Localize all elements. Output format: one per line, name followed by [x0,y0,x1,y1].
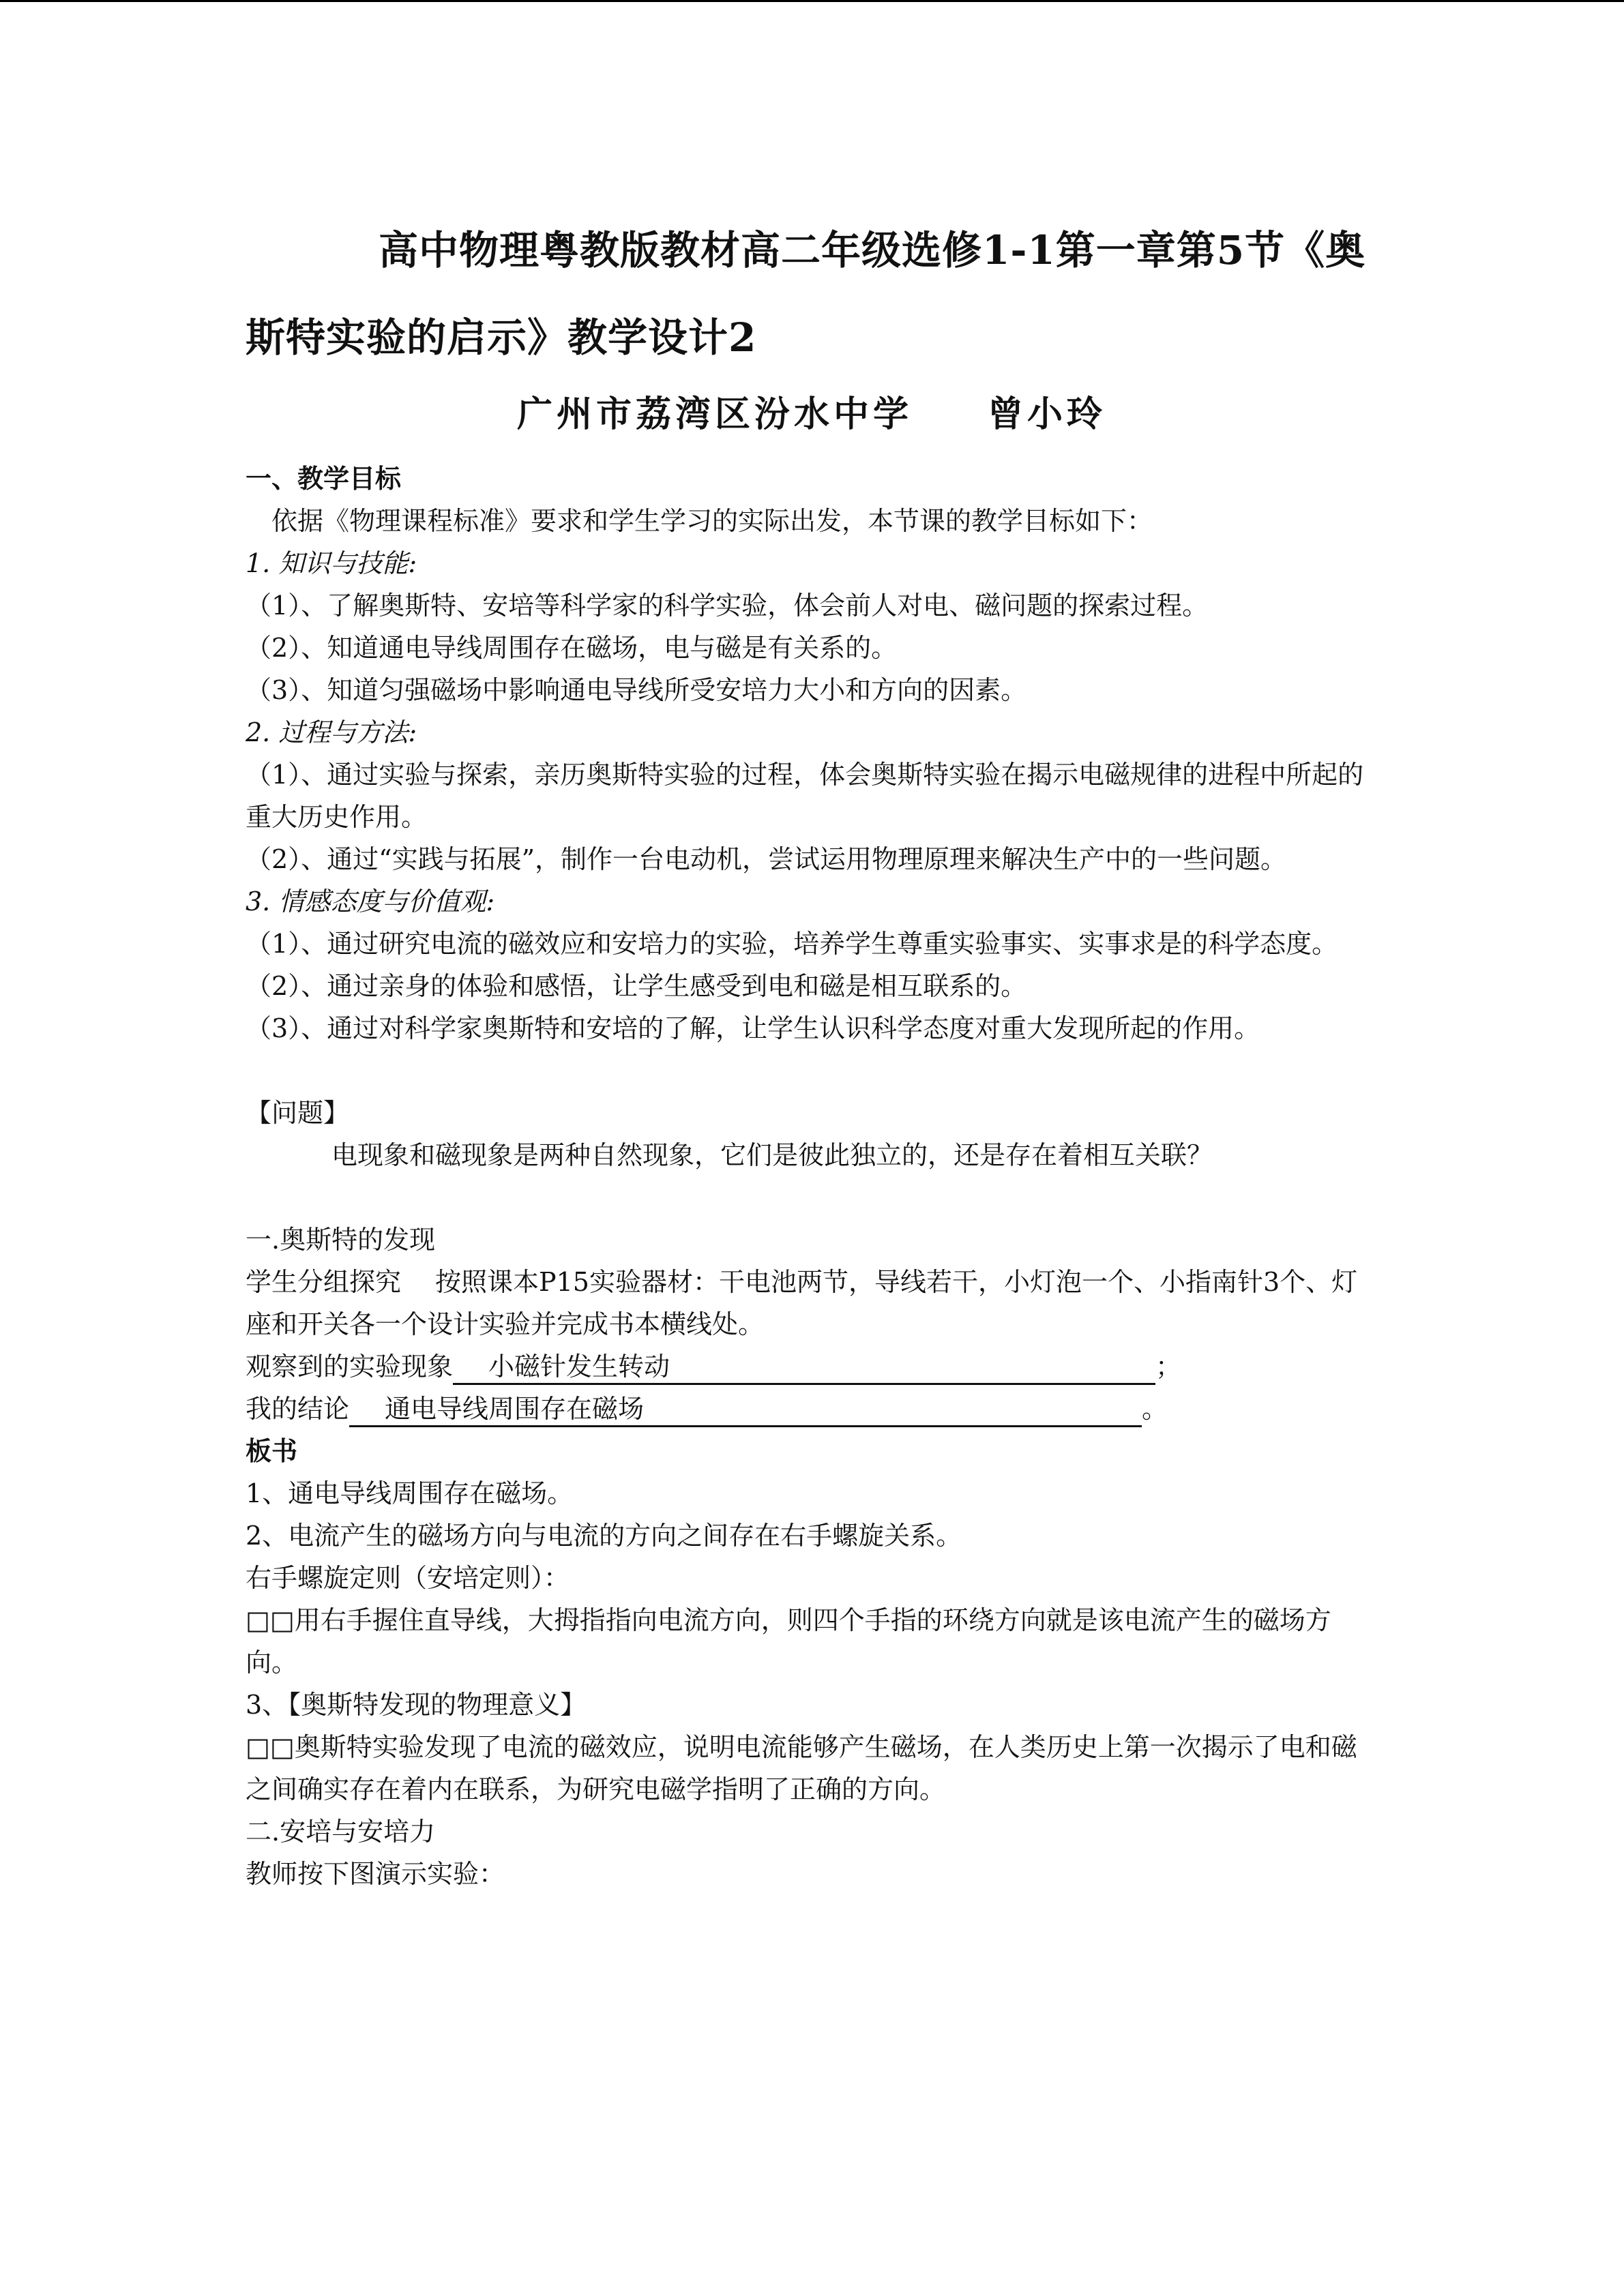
observe-line [246,1345,1378,1388]
explore-label: 学生分组探究 [246,1267,402,1297]
process-item: （2）、通过“实践与拓展”，制作一台电动机，尝试运用物理原理来解决生产中的一些问题。 [246,844,1287,874]
observe-answer: 小磁针发生转动 [453,1350,1155,1385]
document-title: 高中物理粤教版教材高二年级选修1-1第一章第5节《奥斯特实验的启示》教学设计2 [246,227,1366,361]
attitude-item: （1）、通过研究电流的磁效应和安培力的实验，培养学生尊重实验事实、实事求是的科学态度。 [246,929,1338,959]
knowledge-heading: 1. 知识与技能: [246,548,417,578]
conclusion-label: 我的结论 [246,1394,350,1424]
process-item: （1）、通过实验与探索，亲历奥斯特实验的过程，体会奥斯特实验在揭示电磁规律的进程中所起的重大历史作用。 [246,760,1364,832]
rule-text: □□用右手握住直导线，大拇指指向电流方向，则四个手指的环绕方向就是该电流产生的磁场方向。 [246,1605,1331,1678]
attitude-item: （2）、通过亲身的体验和感悟，让学生感受到电和磁是相互联系的。 [246,971,1027,1001]
ampere-heading: 二.安培与安培力 [246,1817,436,1847]
question-text: 电现象和磁现象是两种自然现象，它们是彼此独立的，还是存在着相互关联？ [331,1140,1213,1170]
conclusion-line [246,1388,1378,1430]
attitude-item: （3）、通过对科学家奥斯特和安培的了解，让学生认识科学态度对重大发现所起的作用。 [246,1013,1260,1043]
knowledge-item: （3）、知道匀强磁场中影响通电导线所受安培力大小和方向的因素。 [246,675,1027,705]
knowledge-item: （2）、知道通电导线周围存在磁场，电与磁是有关系的。 [246,633,898,663]
meaning-heading: 3、【奥斯特发现的物理意义】 [246,1690,587,1720]
goals-heading: 一、教学目标 [246,463,402,494]
author-line [246,391,1378,438]
board-heading: 板书 [246,1435,298,1466]
board-item: 2、电流产生的磁场方向与电流的方向之间存在右手螺旋关系。 [246,1521,962,1551]
knowledge-item: （1）、了解奥斯特、安培等科学家的科学实验，体会前人对电、磁问题的探索过程。 [246,591,1209,621]
attitude-heading: 3. 情感态度与价值观: [246,886,495,916]
explore-text: 按照课本P15实验器材：干电池两节，导线若干，小灯泡一个、小指南针3个、灯座和开关各一个设计实验并完成书本横线处。 [246,1267,1358,1339]
board-item: 1、通电导线周围存在磁场。 [246,1478,574,1508]
rule-heading: 右手螺旋定则（安培定则）： [246,1563,570,1593]
oersted-heading: 一.奥斯特的发现 [246,1225,436,1255]
question-label: 【问题】 [246,1098,350,1128]
observe-label: 观察到的实验现象 [246,1352,454,1382]
author-school: 广州市荔湾区汾水中学 [516,393,913,435]
document-content [246,207,1378,1895]
goals-intro: 依据《物理课程标准》要求和学生学习的实际出发，本节课的教学目标如下： [271,506,1153,536]
process-heading: 2. 过程与方法: [246,717,417,747]
conclusion-end: 。 [1142,1394,1168,1424]
conclusion-answer: 通电导线周围存在磁场 [349,1392,1142,1427]
observe-end: ； [1155,1352,1182,1382]
meaning-text: □□奥斯特实验发现了电流的磁效应，说明电流能够产生磁场，在人类历史上第一次揭示了电和磁之间确实存在着内在联系，为研究电磁学指明了正确的方向。 [246,1732,1357,1804]
explore-paragraph [246,1261,1378,1345]
author-name: 曾小玲 [988,393,1107,435]
demo-text: 教师按下图演示实验： [246,1859,505,1889]
